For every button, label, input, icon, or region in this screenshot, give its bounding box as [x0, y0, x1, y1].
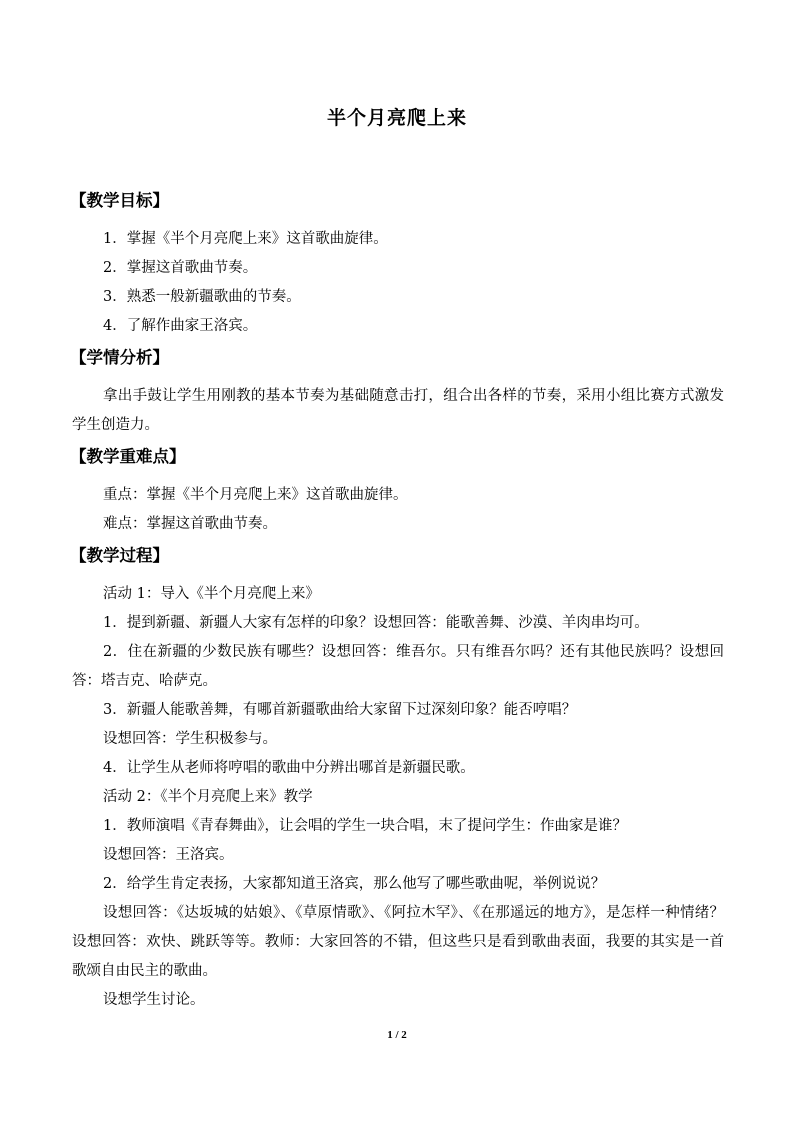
keypoint-difficult: 难点：掌握这首歌曲节奏。 — [103, 516, 277, 532]
activity-1-title: 活动 1：导入《半个月亮爬上来》 — [103, 586, 320, 602]
keypoint-important: 重点：掌握《半个月亮爬上来》这首歌曲旋律。 — [103, 487, 408, 503]
objective-item-3: 3．熟悉一般新疆歌曲的节奏。 — [103, 289, 301, 305]
activity-2-step-1: 1．教师演唱《青春舞曲》，让会唱的学生一块合唱，末了提问学生：作曲家是谁？ — [103, 818, 627, 834]
section-heading-process: 【教学过程】 — [70, 546, 169, 565]
analysis-paragraph: 拿出手鼓让学生用刚教的基本节奏为基础随意击打，组合出各样的节奏，采用小组比赛方式激发学生创造力。 — [72, 388, 724, 433]
activity-1-step-3-answer: 设想回答：学生积极参与。 — [103, 731, 277, 747]
activity-1-step-4: 4．让学生从老师将哼唱的歌曲中分辨出哪首是新疆民歌。 — [103, 760, 475, 776]
student-discussion: 设想学生讨论。 — [103, 992, 205, 1008]
section-heading-keypoints: 【教学重难点】 — [70, 447, 186, 466]
page-number: 1 / 2 — [387, 1029, 407, 1041]
activity-2-step-2: 2．给学生肯定表扬，大家都知道王洛宾，那么他写了哪些歌曲呢，举例说说？ — [103, 876, 606, 892]
activity-1-step-1: 1．提到新疆、新疆人大家有怎样的印象？设想回答：能歌善舞、沙漠、羊肉串均可。 — [103, 615, 649, 631]
activity-1-step-3: 3．新疆人能歌善舞，有哪首新疆歌曲给大家留下过深刻印象？能否哼唱？ — [103, 702, 577, 718]
objective-item-1: 1．掌握《半个月亮爬上来》这首歌曲旋律。 — [103, 231, 388, 247]
objective-item-4: 4．了解作曲家王洛宾。 — [103, 318, 258, 334]
document-body — [72, 184, 724, 1015]
activity-2-step-1-answer: 设想回答：王洛宾。 — [103, 847, 234, 863]
activity-2-title: 活动 2：《半个月亮爬上来》教学 — [103, 789, 313, 805]
document-title: 半个月亮爬上来 — [326, 107, 467, 129]
activity-1-step-2: 2．住在新疆的少数民族有哪些？设想回答：维吾尔。只有维吾尔吗？还有其他民族吗？设想回答：塔吉克、哈萨克。 — [72, 644, 724, 689]
section-heading-analysis: 【学情分析】 — [70, 348, 169, 367]
section-heading-objectives: 【教学目标】 — [70, 191, 169, 210]
objective-item-2: 2．掌握这首歌曲节奏。 — [103, 260, 258, 276]
activity-2-step-2-answer: 设想回答：《达坂城的姑娘》、《草原情歌》、《阿拉木罕》、《在那遥远的地方》，是怎样一种情绪？设想回答：欢快、跳跃等等。教师：大家回答的不错，但这些只是看到歌曲表面，我要的其实是一首歌颂自由民主的歌曲。 — [72, 905, 724, 979]
